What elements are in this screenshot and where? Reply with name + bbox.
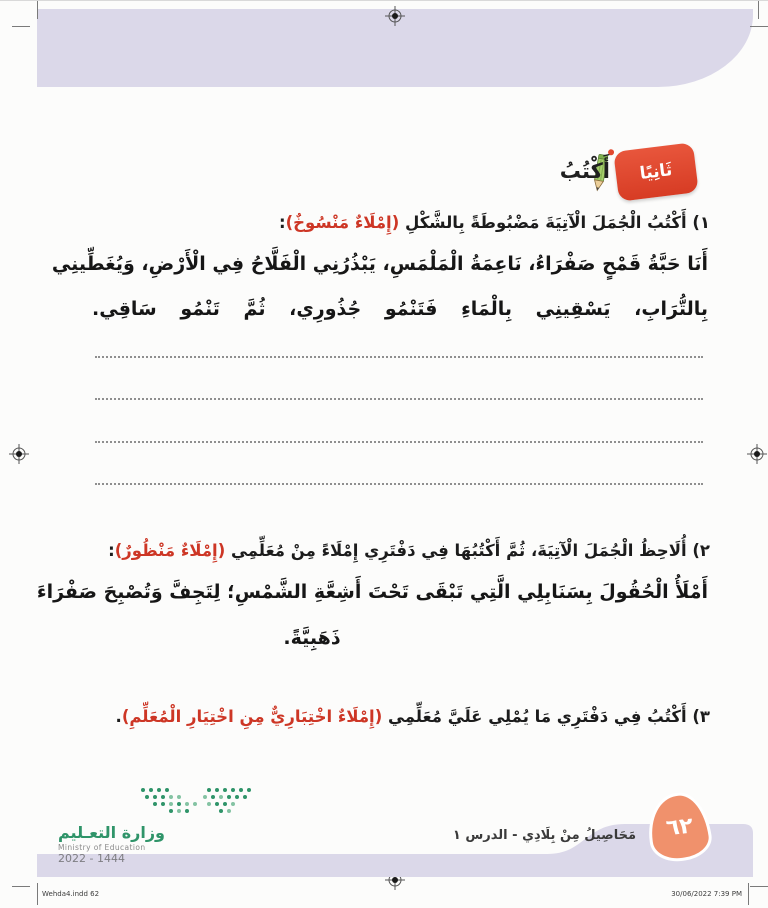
crop-mark-top-left-v — [37, 1, 38, 19]
registration-mark-left — [8, 443, 30, 465]
exercise3-heading — [90, 707, 710, 726]
exercise1-dictation-type: (إِمْلَاءٌ مَنْسُوخٌ) — [285, 213, 400, 232]
section-badge — [613, 142, 698, 201]
exercise1-sentence-line1: أَنَا حَبَّةُ قَمْحٍ صَفْرَاءُ، نَاعِمَةُ الْمَلْمَسِ، يَبْذُرُنِي الْفَلَّاحُ فِي الْأَرْضِ، وَيُغَطِّينِي — [51, 253, 708, 275]
exercise2-heading-tail: : — [108, 541, 115, 560]
exercise1-heading-text: ١) أَكْتُبُ الْجُمَلَ الْآتِيَةَ مَضْبُوطَةً بِالشَّكْلِ — [399, 213, 710, 232]
exercise2-sentence-line1: أَمْلَأُ الْحُقُولَ بِسَنَابِلِي الَّتِي تَبْقَى تَحْتَ أَشِعَّةِ الشَّمْسِ؛ لِتَجِفَّ وَتُصْبِحَ صَفْرَاءَ — [36, 581, 708, 603]
exercise3-dictation-type: (إِمْلَاءٌ اخْتِبَارِيٌّ مِنِ اخْتِيَارِ الْمُعَلِّمِ) — [121, 707, 383, 726]
exercise2-sentence-line2: ذَهَبِيَّةً. — [283, 627, 341, 649]
exercise2-heading-text: ٢) أُلَاحِظُ الْجُمَلَ الْآتِيَةَ، ثُمَّ أَكْتُبُهَا فِي دَفْتَرِي إِمْلَاءً مِنْ مُعَلِّمِي — [225, 541, 710, 560]
crop-mark-top-right-h — [750, 26, 768, 27]
crop-mark-bottom-left-h — [12, 886, 30, 887]
crop-mark-top-right-v — [758, 1, 759, 19]
crop-mark-top-left-h — [12, 26, 30, 27]
exercise1-sentence-line2: بِالتُّرَابِ، يَسْقِينِي بِالْمَاءِ فَتَنْمُو جُذُورِي، ثُمَّ تَنْمُو سَاقِي. — [92, 298, 708, 320]
ministry-logo-dots-icon — [135, 785, 253, 819]
lesson-title: مَحَاصِيلُ مِنْ بِلَادِي - الدرس ١ — [452, 828, 636, 843]
section-badge-label: ثَانِيًا — [638, 160, 674, 184]
ministry-logo-arabic: وزارة التعـليم — [58, 823, 165, 842]
crop-mark-bottom-right-h — [750, 886, 768, 887]
exercise1-heading — [90, 213, 710, 232]
exercise2-heading — [90, 541, 710, 560]
ministry-logo-english: Ministry of Education — [58, 843, 146, 852]
ministry-logo-years: 2022 - 1444 — [58, 852, 125, 865]
section-title: أَكْتُبُ — [559, 159, 610, 183]
writing-line-3 — [95, 441, 703, 443]
writing-line-1 — [95, 356, 703, 358]
registration-mark-top — [384, 5, 406, 27]
writing-line-4 — [95, 483, 703, 485]
exercise2-dictation-type: (إِمْلَاءٌ مَنْظُورٌ) — [114, 541, 226, 560]
exercise1-heading-tail: : — [278, 213, 286, 232]
crop-mark-bottom-right-v — [748, 883, 749, 905]
crop-mark-bottom-left-v — [37, 883, 38, 905]
registration-mark-right — [746, 443, 768, 465]
page-number: ٦٢ — [664, 813, 694, 841]
print-file-info: Wehda4.indd 62 — [42, 890, 100, 898]
writing-line-2 — [95, 398, 703, 400]
print-datetime: 30/06/2022 7:39 PM — [671, 890, 742, 898]
exercise3-heading-text: ٣) أَكْتُبُ فِي دَفْتَرِي مَا يُمْلِي عَلَيَّ مُعَلِّمِي — [382, 707, 710, 726]
exercise3-heading-tail: . — [115, 707, 122, 726]
